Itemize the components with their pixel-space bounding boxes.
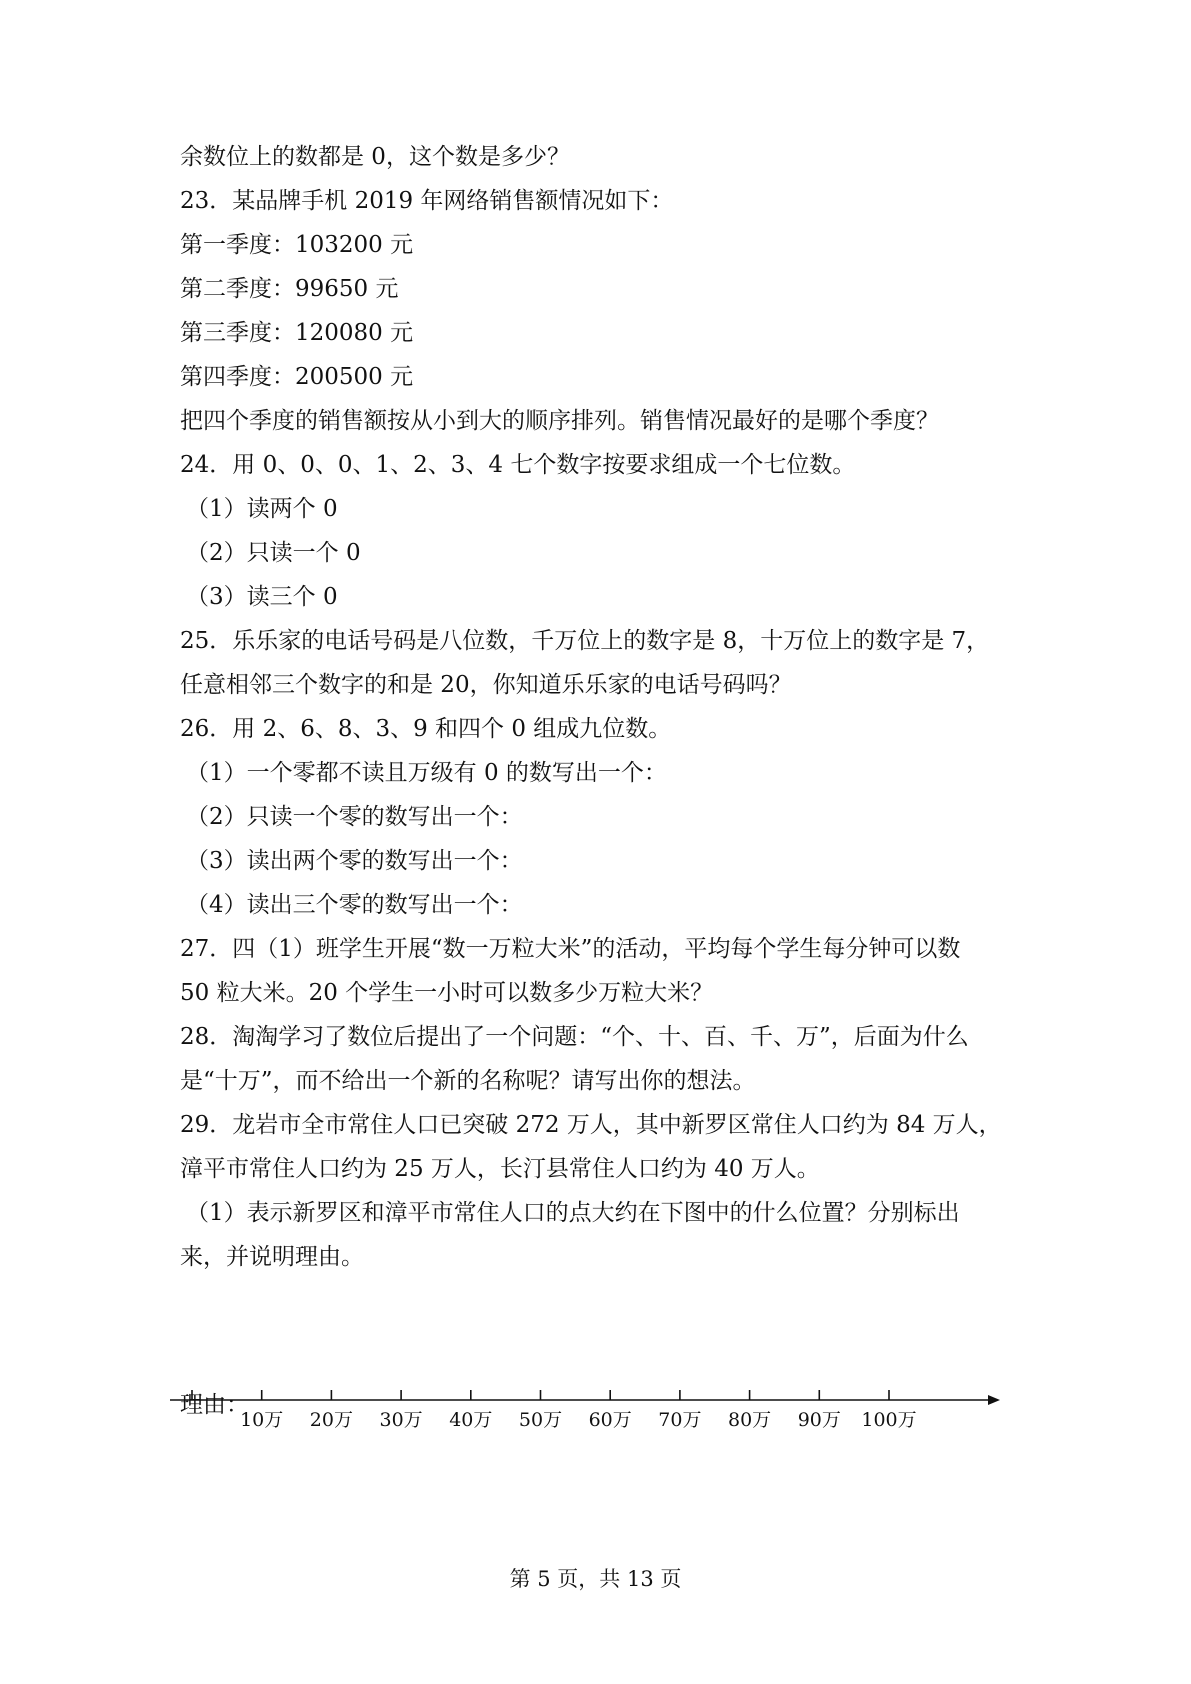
q29-line-2: 漳平市常住人口约为 25 万人，长汀县常住人口约为 40 万人。 bbox=[180, 1156, 820, 1182]
number-line-tick-label: 60万 bbox=[588, 1409, 632, 1431]
q26-sub-4: （4）读出三个零的数写出一个： bbox=[186, 892, 523, 918]
q28-line-1: 28．淘淘学习了数位后提出了一个问题：“个、十、百、千、万”，后面为什么 bbox=[180, 1024, 969, 1050]
q28-line-2: 是“十万”，而不给出一个新的名称呢？请写出你的想法。 bbox=[180, 1068, 756, 1094]
q26-sub-2: （2）只读一个零的数写出一个： bbox=[186, 804, 523, 830]
q26-stem: 26．用 2、6、8、3、9 和四个 0 组成九位数。 bbox=[180, 716, 672, 742]
population-number-line bbox=[170, 1382, 1000, 1442]
q23-quarter-2: 第二季度：99650 元 bbox=[180, 276, 399, 302]
q23-quarter-3: 第三季度：120080 元 bbox=[180, 320, 414, 346]
number-line-arrowhead bbox=[988, 1395, 1000, 1405]
number-line-tick-label: 50万 bbox=[518, 1409, 563, 1431]
q23-stem: 23．某品牌手机 2019 年网络销售额情况如下： bbox=[180, 188, 674, 214]
number-line-tick-label: 30万 bbox=[379, 1409, 423, 1431]
number-line-tick-labels bbox=[240, 1409, 917, 1431]
q29-line-1: 29．龙岩市全市常住人口已突破 272 万人，其中新罗区常住人口约为 84 万人， bbox=[180, 1112, 1002, 1138]
q29-sub-1-line-1: （1）表示新罗区和漳平市常住人口的点大约在下图中的什么位置？分别标出 bbox=[186, 1200, 960, 1226]
number-line-tick-label: 40万 bbox=[449, 1409, 493, 1431]
q23-quarter-1: 第一季度：103200 元 bbox=[180, 232, 414, 258]
q29-sub-1-line-2: 来，并说明理由。 bbox=[180, 1244, 364, 1270]
page-number-footer: 第 5 页，共 13 页 bbox=[509, 1567, 682, 1591]
number-line-tick-label: 20万 bbox=[309, 1409, 353, 1431]
q27-line-1: 27．四（1）班学生开展“数一万粒大米”的活动，平均每个学生每分钟可以数 bbox=[180, 936, 961, 962]
number-line-ticks bbox=[192, 1390, 889, 1400]
q27-line-2: 50 粒大米。20 个学生一小时可以数多少万粒大米？ bbox=[180, 980, 714, 1006]
number-line-tick-label: 80万 bbox=[728, 1409, 772, 1431]
q26-sub-1: （1）一个零都不读且万级有 0 的数写出一个： bbox=[186, 760, 667, 786]
q22-tail-text: 余数位上的数都是 0，这个数是多少？ bbox=[180, 144, 570, 170]
q25-line-2: 任意相邻三个数字的和是 20，你知道乐乐家的电话号码吗？ bbox=[180, 672, 792, 698]
q24-sub-3: （3）读三个 0 bbox=[186, 584, 338, 610]
number-line-tick-label: 100万 bbox=[861, 1409, 917, 1431]
q25-line-1: 25．乐乐家的电话号码是八位数，千万位上的数字是 8，十万位上的数字是 7， bbox=[180, 628, 990, 654]
number-line-tick-label: 70万 bbox=[658, 1409, 702, 1431]
number-line-tick-label: 90万 bbox=[797, 1409, 841, 1431]
q23-quarter-4: 第四季度：200500 元 bbox=[180, 364, 414, 390]
q24-sub-1: （1）读两个 0 bbox=[186, 496, 338, 522]
q29-reason-label: 理由： bbox=[180, 1392, 249, 1418]
q23-question: 把四个季度的销售额按从小到大的顺序排列。销售情况最好的是哪个季度？ bbox=[180, 408, 939, 434]
q24-stem: 24．用 0、0、0、1、2、3、4 七个数字按要求组成一个七位数。 bbox=[180, 452, 856, 478]
q24-sub-2: （2）只读一个 0 bbox=[186, 540, 361, 566]
q26-sub-3: （3）读出两个零的数写出一个： bbox=[186, 848, 523, 874]
number-line-tick-label: 10万 bbox=[240, 1409, 284, 1431]
